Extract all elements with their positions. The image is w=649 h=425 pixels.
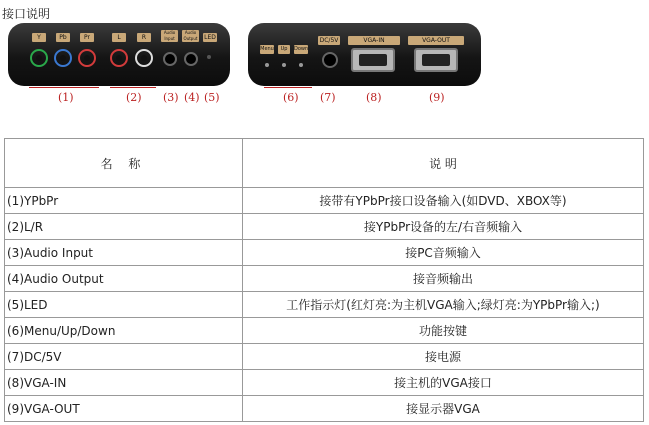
up-button (282, 63, 286, 67)
callout-bracket-6 (264, 87, 312, 88)
row-description: 接电源 (243, 344, 644, 370)
device-panel-right (248, 23, 481, 86)
port-label-vga-in: VGA-IN (348, 36, 400, 45)
table-row (5, 344, 644, 370)
table-row (5, 318, 644, 344)
led-indicator (207, 55, 211, 59)
row-name: (8)VGA-IN (5, 370, 243, 396)
vga-in-port (351, 48, 395, 72)
page-title: 接口说明 (2, 7, 51, 21)
row-name: (9)VGA-OUT (5, 396, 243, 422)
callout-6: (6) (283, 91, 299, 104)
callout-bracket-2 (110, 87, 156, 88)
header-name: 名 称 (5, 139, 243, 188)
callout-3: (3) (163, 91, 179, 104)
port-label-audio-input: Audio Input (161, 30, 178, 42)
row-description: 接显示器VGA (243, 396, 644, 422)
rca-pr-port (78, 49, 96, 67)
header-description: 说 明 (243, 139, 644, 188)
port-label-menu: Menu (260, 46, 274, 52)
port-label-audio-output: Audio Output (183, 30, 198, 41)
row-description: 接音频输出 (243, 266, 644, 292)
callout-bracket-1 (29, 87, 99, 88)
port-label-vga-out: VGA-OUT (408, 36, 464, 45)
row-description: 接YPbPr设备的左/右音频输入 (243, 214, 644, 240)
port-label-up: Up (278, 45, 290, 54)
table-header-row (5, 139, 644, 188)
rca-pb-port (54, 49, 72, 67)
callout-2: (2) (126, 91, 142, 104)
table-row (5, 240, 644, 266)
callout-7: (7) (320, 91, 336, 104)
callout-1: (1) (58, 91, 74, 104)
row-description: 接主机的VGA接口 (243, 370, 644, 396)
dc-power-jack (322, 52, 338, 68)
row-description: 功能按键 (243, 318, 644, 344)
row-name: (5)LED (5, 292, 243, 318)
table-row (5, 214, 644, 240)
audio-output-jack (184, 52, 198, 66)
callout-9: (9) (429, 91, 445, 104)
audio-input-jack (163, 52, 177, 66)
device-panel-left (8, 23, 230, 86)
row-name: (3)Audio Input (5, 240, 243, 266)
row-name: (4)Audio Output (5, 266, 243, 292)
rca-l-port (110, 49, 128, 67)
port-label-l: L (112, 33, 126, 42)
callout-8: (8) (366, 91, 382, 104)
table-row (5, 188, 644, 214)
row-name: (2)L/R (5, 214, 243, 240)
row-name: (7)DC/5V (5, 344, 243, 370)
port-label-led: LED (204, 34, 216, 41)
port-label-dc5v: DC/5V (319, 37, 339, 44)
port-label-pb: Pb (56, 33, 70, 42)
table-row (5, 292, 644, 318)
vga-out-port (414, 48, 458, 72)
port-label-down: Down (294, 46, 309, 52)
row-name: (1)YPbPr (5, 188, 243, 214)
down-button (299, 63, 303, 67)
rca-y-port (30, 49, 48, 67)
port-label-r: R (137, 33, 151, 42)
callout-5: (5) (204, 91, 220, 104)
row-name: (6)Menu/Up/Down (5, 318, 243, 344)
port-label-y: Y (32, 33, 46, 42)
table-row (5, 370, 644, 396)
rca-r-port (135, 49, 153, 67)
table-row (5, 396, 644, 422)
row-description: 接带有YPbPr接口设备输入(如DVD、XBOX等) (243, 188, 644, 214)
menu-button (265, 63, 269, 67)
callout-4: (4) (184, 91, 200, 104)
row-description: 接PC音频输入 (243, 240, 644, 266)
row-description: 工作指示灯(红灯亮:为主机VGA输入;绿灯亮:为YPbPr输入;) (243, 292, 644, 318)
table-row (5, 266, 644, 292)
interface-table (4, 138, 644, 422)
port-label-pr: Pr (80, 33, 94, 42)
